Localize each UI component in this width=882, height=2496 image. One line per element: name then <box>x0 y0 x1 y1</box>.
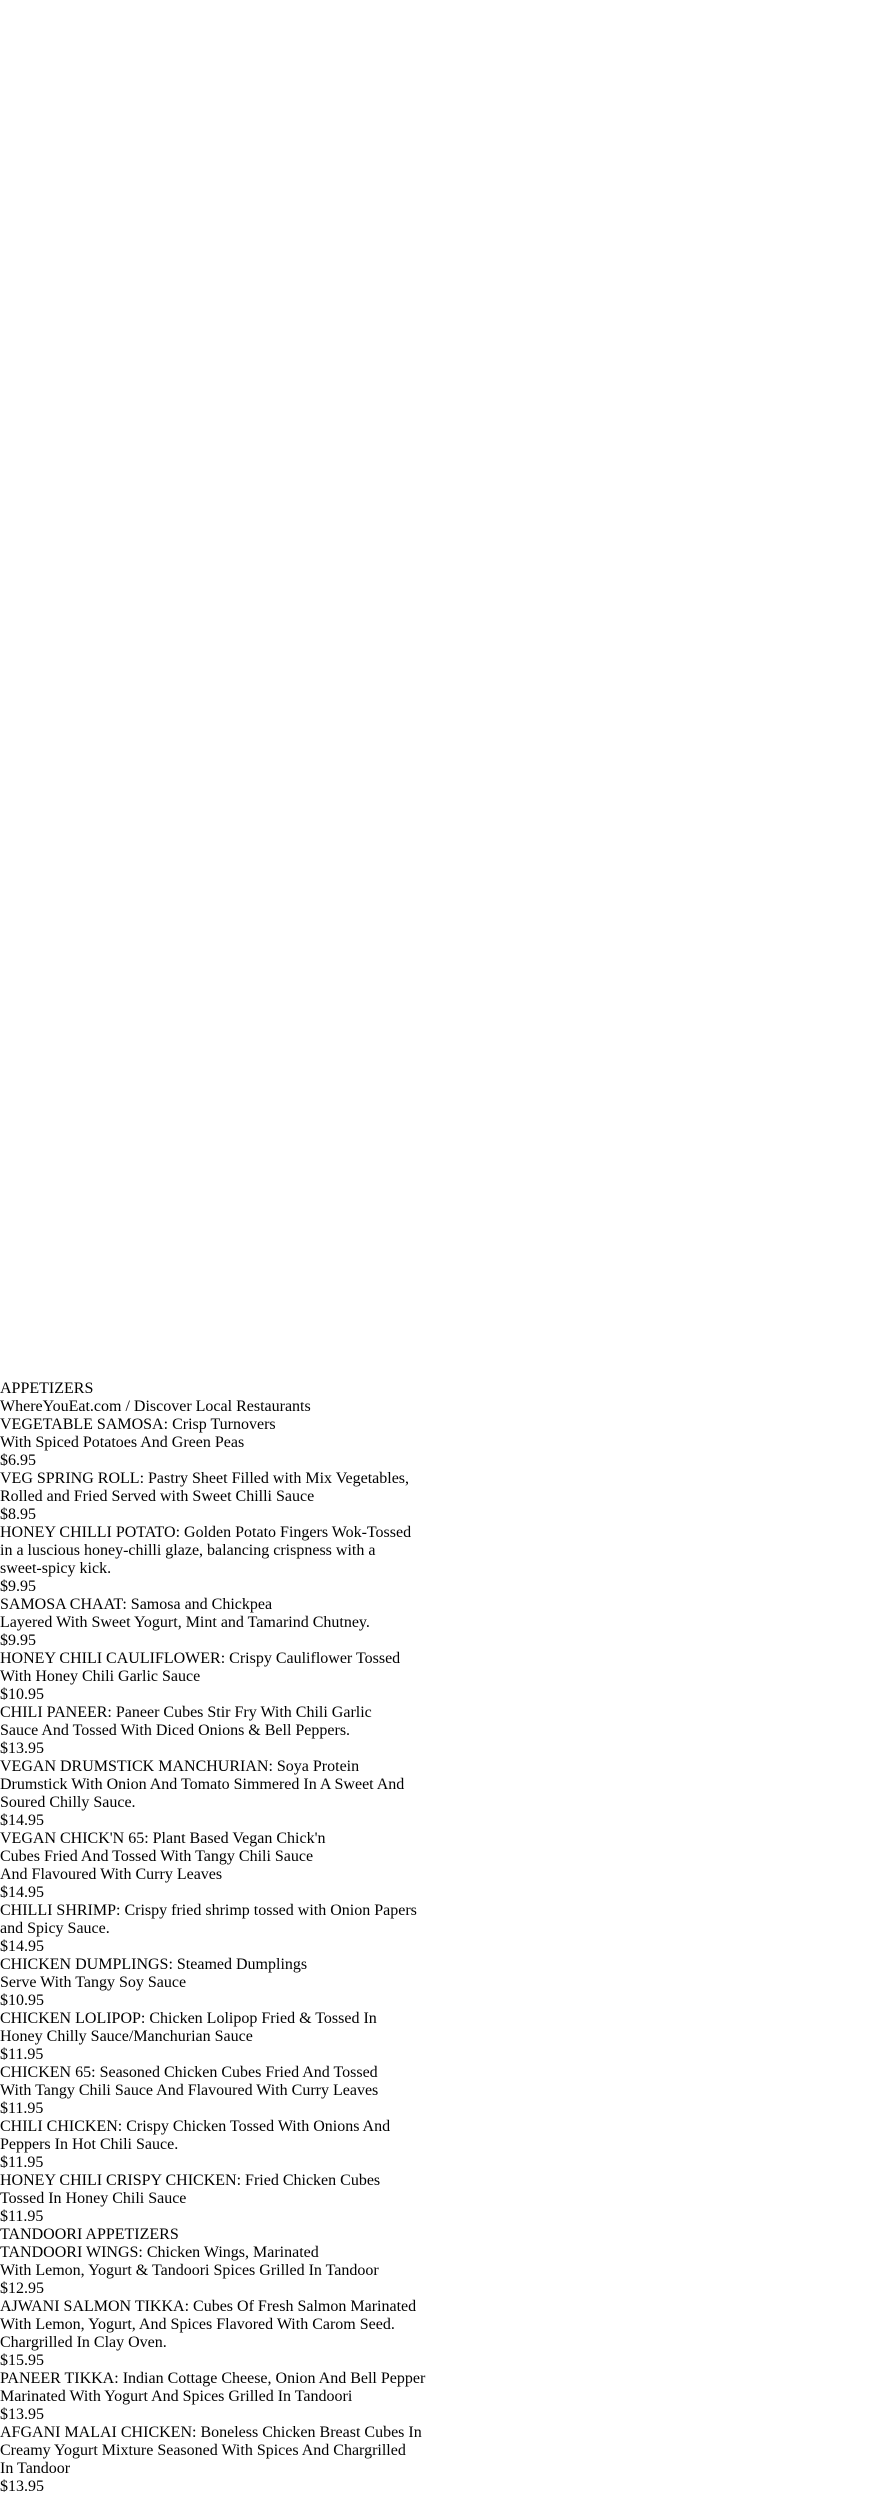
item-desc-line: Rolled and Fried Served with Sweet Chilli Sauce <box>0 1488 315 1505</box>
item-desc: Indian Cottage Cheese, Onion And Bell Pepper <box>118 2370 426 2387</box>
menu-item <box>0 2118 882 2172</box>
item-desc-line: With Lemon, Yogurt, And Spices Flavored With Carom Seed. <box>0 2316 395 2333</box>
item-price: $8.95 <box>0 1506 36 1523</box>
menu-item <box>0 2010 882 2064</box>
item-name: VEGAN CHICK'N 65: <box>0 1830 149 1847</box>
menu-item <box>0 1758 882 1830</box>
item-desc: Crispy Chicken Tossed With Onions And <box>122 2118 391 2135</box>
item-price: $14.95 <box>0 1884 44 1901</box>
item-desc-line: With Tangy Chili Sauce And Flavoured With Curry Leaves <box>0 2082 379 2099</box>
item-price: $6.95 <box>0 1452 36 1469</box>
item-desc-line: Honey Chilly Sauce/Manchurian Sauce <box>0 2028 253 2045</box>
menu-item <box>0 2172 882 2226</box>
item-name: TANDOORI WINGS: <box>0 2244 143 2261</box>
item-name: PANEER TIKKA: <box>0 2370 119 2387</box>
item-price: $13.95 <box>0 2406 44 2423</box>
item-price: $11.95 <box>0 2046 44 2063</box>
watermark-floral-4 <box>0 870 320 1200</box>
menu-item <box>0 2424 882 2496</box>
item-name: VEG SPRING ROLL: <box>0 1470 145 1487</box>
item-desc-line: In Tandoor <box>0 2460 71 2477</box>
item-desc: Golden Potato Fingers Wok-Tossed <box>180 1524 412 1541</box>
item-desc-line: With Spiced Potatoes And Green Peas <box>0 1434 245 1451</box>
item-desc-line: Serve With Tangy Soy Sauce <box>0 1974 187 1991</box>
item-desc: Plant Based Vegan Chick'n <box>148 1830 326 1847</box>
item-name: VEGAN DRUMSTICK MANCHURIAN: <box>0 1758 273 1775</box>
menu-item <box>0 1902 882 1956</box>
menu-item <box>0 1650 882 1704</box>
item-desc: Samosa and Chickpea <box>126 1596 273 1613</box>
item-desc-line: Cubes Fried And Tossed With Tangy Chili Sauce <box>0 1848 314 1865</box>
item-price: $14.95 <box>0 1812 44 1829</box>
menu-item <box>0 1596 882 1650</box>
item-desc: Chicken Wings, Marinated <box>142 2244 319 2261</box>
item-desc-line: Soured Chilly Sauce. <box>0 1794 136 1811</box>
menu-item <box>0 1830 882 1902</box>
item-price: $13.95 <box>0 2478 44 2495</box>
section-title-tandoori-appetizers: TANDOORI APPETIZERS <box>0 2226 179 2243</box>
item-name: CHILI PANEER: <box>0 1704 112 1721</box>
watermark-floral-5 <box>0 1200 180 1380</box>
item-desc-line: Marinated With Yogurt And Spices Grilled In Tandoori <box>0 2388 353 2405</box>
item-desc-line: With Honey Chili Garlic Sauce <box>0 1668 201 1685</box>
menu-item <box>0 1416 882 1470</box>
item-desc-line: Drumstick With Onion And Tomato Simmered In A Sweet And <box>0 1776 405 1793</box>
item-price: $11.95 <box>0 2100 44 2117</box>
item-desc-line: Sauce And Tossed With Diced Onions & Bell Peppers. <box>0 1722 351 1739</box>
menu-header <box>0 1380 882 1416</box>
item-price: $9.95 <box>0 1632 36 1649</box>
menu-item <box>0 2298 882 2370</box>
menu-item <box>0 1524 882 1596</box>
section-title-appetizers: APPETIZERS <box>0 1380 94 1397</box>
item-desc: Fried Chicken Cubes <box>241 2172 381 2189</box>
item-desc-line: Chargrilled In Clay Oven. <box>0 2334 167 2351</box>
item-desc-line: And Flavoured With Curry Leaves <box>0 1866 223 1883</box>
item-desc-line: Creamy Yogurt Mixture Seasoned With Spices And Chargrilled <box>0 2442 406 2459</box>
item-name: AJWANI SALMON TIKKA: <box>0 2298 190 2315</box>
item-price: $9.95 <box>0 1578 36 1595</box>
item-name: HONEY CHILLI POTATO: <box>0 1524 181 1541</box>
item-desc-line: Peppers In Hot Chili Sauce. <box>0 2136 179 2153</box>
item-desc: Pastry Sheet Filled with Mix Vegetables, <box>144 1470 410 1487</box>
item-name: HONEY CHILI CRISPY CHICKEN: <box>0 2172 242 2189</box>
item-desc: Paneer Cubes Stir Fry With Chili Garlic <box>111 1704 372 1721</box>
menu-content <box>0 1380 882 2496</box>
watermark-floral-3 <box>0 630 240 870</box>
item-name: CHILLI SHRIMP <box>0 1902 117 1919</box>
item-desc: Boneless Chicken Breast Cubes In <box>196 2424 422 2441</box>
item-desc: Seasoned Chicken Cubes Fried And Tossed <box>95 2064 378 2081</box>
item-price: $12.95 <box>0 2280 44 2297</box>
menu-item <box>0 2064 882 2118</box>
menu-item <box>0 1704 882 1758</box>
item-name: CHILI CHICKEN: <box>0 2118 123 2135</box>
item-price: $15.95 <box>0 2352 44 2369</box>
menu-item <box>0 1470 882 1524</box>
item-desc-line: With Lemon, Yogurt & Tandoori Spices Grilled In Tandoor <box>0 2262 379 2279</box>
item-desc: Crispy Cauliflower Tossed <box>225 1650 401 1667</box>
menu-item <box>0 2370 882 2424</box>
item-desc: Crisp Turnovers <box>168 1416 276 1433</box>
item-name: AFGANI MALAI CHICKEN: <box>0 2424 197 2441</box>
item-name: VEGETABLE SAMOSA: <box>0 1416 169 1433</box>
item-desc: Soya Protein <box>272 1758 360 1775</box>
item-price: $13.95 <box>0 1740 44 1757</box>
item-price: $10.95 <box>0 1992 44 2009</box>
item-price: $11.95 <box>0 2208 44 2225</box>
item-desc: Chicken Lolipop Fried & Tossed In <box>145 2010 377 2027</box>
item-desc-line: and Spicy Sauce. <box>0 1920 110 1937</box>
item-name: CHICKEN 65: <box>0 2064 96 2081</box>
item-desc-line: Layered With Sweet Yogurt, Mint and Tamarind Chutney. <box>0 1614 370 1631</box>
item-price: $10.95 <box>0 1686 44 1703</box>
item-desc: Cubes Of Fresh Salmon Marinated <box>189 2298 417 2315</box>
item-name: HONEY CHILI CAULIFLOWER: <box>0 1650 226 1667</box>
item-desc: Steamed Dumplings <box>172 1956 308 1973</box>
item-price: $14.95 <box>0 1938 44 1955</box>
item-price: $11.95 <box>0 2154 44 2171</box>
brand-watermark-text: WhereYouEat.com / Discover Local Restaurants <box>0 1398 311 1415</box>
watermark-floral-2 <box>0 330 260 630</box>
item-desc-line: in a luscious honey-chilli glaze, balancing crispness with a <box>0 1542 376 1559</box>
item-name: CHICKEN DUMPLINGS: <box>0 1956 173 1973</box>
item-desc: : Crispy fried shrimp tossed with Onion Papers <box>116 1902 417 1919</box>
watermark-floral-1 <box>0 0 210 330</box>
menu-item <box>0 2244 882 2298</box>
item-name: CHICKEN LOLIPOP: <box>0 2010 146 2027</box>
item-desc-line: Tossed In Honey Chili Sauce <box>0 2190 187 2207</box>
menu-item <box>0 1956 882 2010</box>
item-name: SAMOSA CHAAT: <box>0 1596 127 1613</box>
item-desc-line: sweet-spicy kick. <box>0 1560 112 1577</box>
